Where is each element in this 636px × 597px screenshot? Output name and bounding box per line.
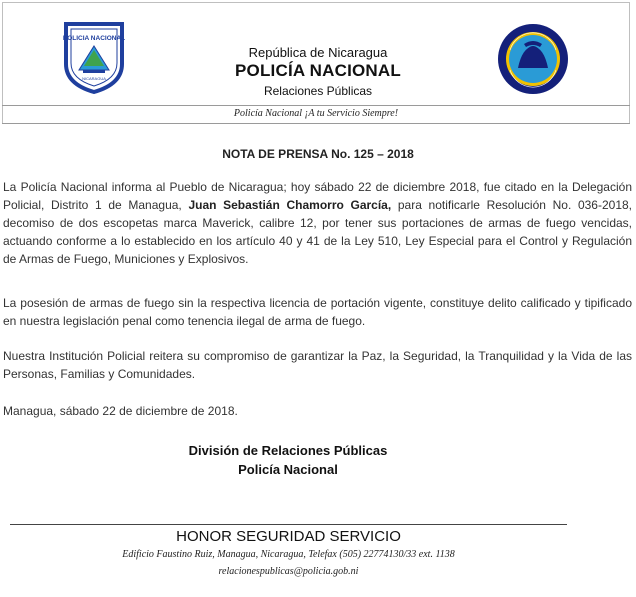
signature-institution: Policía Nacional bbox=[238, 462, 338, 477]
svg-text:POLICIA NACIONAL: POLICIA NACIONAL bbox=[62, 35, 126, 42]
person-name: Juan Sebastián Chamorro García, bbox=[188, 198, 392, 212]
paragraph-1-rest: para notificarle Resolución No. 036-2018, decomiso de dos escopetas marca Maverick, calibre 12, por tener sus portaciones de armas de fuego vencidas, actuando conforme a lo establecido en los artículo 40 y 41 de la Ley 510, Ley Especial para el Control y Regulación de Armas de Fuego, Municiones y Explosivos. bbox=[3, 198, 633, 266]
header-divider bbox=[2, 105, 630, 106]
header-department: Relaciones Públicas bbox=[263, 84, 373, 98]
paragraph-2: La posesión de armas de fuego sin la respectiva licencia de portación vigente, constituye delito calificado y tipificado en nuestra legislación penal como tenencia ilegal de arma de fuego. bbox=[3, 296, 632, 328]
paragraph-1-intro: La Policía Nacional informa al Pueblo de Nicaragua; hoy sábado 22 de diciembre 2018, fue citado en la Delegación Policial, Distrito 1 de Managua, bbox=[3, 180, 632, 212]
header-motto: Policía Nacional ¡A tu Servicio Siempre! bbox=[233, 108, 399, 119]
footer-email: relacionespublicas@policia.gob.ni bbox=[218, 566, 359, 577]
paragraph-1 bbox=[3, 178, 632, 268]
footer-motto: HONOR SEGURIDAD SERVICIO bbox=[176, 528, 401, 545]
paragraph-3: Nuestra Institución Policial reitera su compromiso de garantizar la Paz, la Seguridad, la Tranquilidad y la Vida de las Personas, Familias y Comunidades. bbox=[3, 349, 632, 381]
footer-divider bbox=[10, 524, 567, 525]
signature-division: División de Relaciones Públicas bbox=[188, 443, 388, 458]
footer-address: Edificio Faustino Ruiz, Managua, Nicaragua, Telefax (505) 22774130/33 ext. 1138 bbox=[122, 549, 455, 560]
svg-text:NICARAGUA: NICARAGUA bbox=[82, 76, 106, 81]
police-shield-logo bbox=[62, 20, 126, 94]
police-round-seal-logo bbox=[496, 22, 570, 96]
header-border-top bbox=[2, 2, 630, 3]
header-divider-bottom bbox=[2, 123, 630, 124]
date-line: Managua, sábado 22 de diciembre de 2018. bbox=[3, 404, 238, 418]
press-release-title: NOTA DE PRENSA No. 125 – 2018 bbox=[222, 147, 414, 161]
header-institution: POLICÍA NACIONAL bbox=[235, 61, 401, 80]
header-republic: República de Nicaragua bbox=[248, 45, 388, 60]
